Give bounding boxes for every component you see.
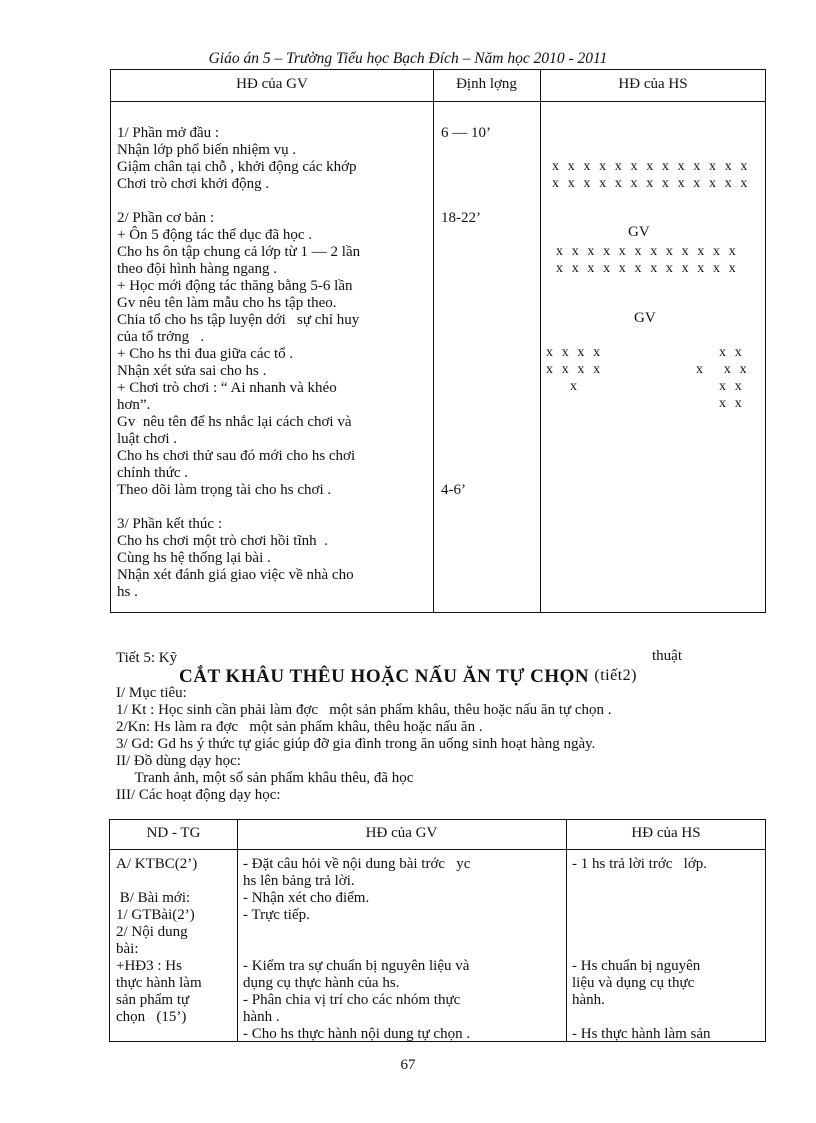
hs-formation-row: x x x x x x x x x x x x [556, 261, 739, 276]
hs-group-right: x x x [696, 362, 750, 377]
hs-formation-row: x x x x x x x x x x x x x [552, 159, 750, 174]
gv-activity-line: Chơi trò chơi khởi động . [117, 176, 270, 192]
gv-activity-line: theo đội hình hàng ngang . [117, 261, 277, 277]
lesson-number-suffix: thuật [652, 648, 682, 664]
lesson-title-text: CẮT KHÂU THÊU HOẶC NẤU ĂN TỰ CHỌN [179, 666, 590, 687]
hs-group-right: x x [719, 379, 745, 394]
lesson-text-line: II/ Đồ dùng dạy học: [116, 753, 241, 769]
gv-activity-line: - Cho hs thực hành nội dung tự chọn . [243, 1026, 471, 1042]
gv-activity-line: - Phân chia vị trí cho các nhóm thực [243, 992, 461, 1008]
table2-header-nd: ND - TG [146, 825, 201, 841]
lesson-text-line: 2/Kn: Hs làm ra đợc một sản phẩm khâu, thêu hoặc nấu ăn . [116, 719, 483, 735]
dinh-luong-3: 4-6’ [441, 482, 466, 498]
gv-activity-line: Cho hs chơi thử sau đó mới cho hs chơi [117, 448, 356, 464]
gv-activity-line: Cho hs chơi một trò chơi hồi tĩnh . [117, 533, 328, 549]
gv-activity-line: Gv nêu tên làm mẫu cho hs tập theo. [117, 295, 337, 311]
header-divider [110, 849, 765, 850]
column-divider [540, 70, 541, 612]
gv-activity-line: Gv nêu tên để hs nhắc lại cách chơi và [117, 414, 352, 430]
gv-activity-line: Giậm chân tại chỗ , khởi động các khớp [117, 159, 357, 175]
hs-group-left: x x x x [546, 345, 603, 360]
gv-activity-line: 2/ Phần cơ bản : [117, 210, 215, 226]
hs-activity-line: - 1 hs trả lời trớc lớp. [572, 856, 708, 872]
gv-activity-line: dụng cụ thực hành của hs. [243, 975, 400, 991]
lesson-title-suffix: (tiết2) [594, 667, 637, 684]
gv-activity-line: 3/ Phần kết thúc : [117, 516, 222, 532]
column-divider [237, 820, 238, 1042]
nd-line: chọn (15’) [116, 1009, 187, 1025]
lesson-text-line: I/ Mục tiêu: [116, 685, 187, 701]
gv-activity-line: - Đặt câu hỏi về nội dung bài trớc yc [243, 856, 471, 872]
nd-line: A/ KTBC(2’) [116, 856, 198, 872]
hs-formation-teacher: GV [634, 310, 656, 326]
lesson-text-line: 1/ Kt : Học sinh cần phải làm đợc một sản phẩm khâu, thêu hoặc nấu ăn tự chọn . [116, 702, 612, 718]
gv-activity-line: + Chơi trò chơi : “ Ai nhanh và khéo [117, 380, 337, 396]
gv-activity-line: Cho hs ôn tập chung cả lớp từ 1 — 2 lần [117, 244, 361, 260]
gv-activity-line: - Kiểm tra sự chuẩn bị nguyên liệu và [243, 958, 470, 974]
gv-activity-line: + Ôn 5 động tác thể dục đã học . [117, 227, 313, 243]
nd-line: thực hành làm [116, 975, 202, 991]
gv-activity-line: hành . [243, 1009, 280, 1025]
nd-line: bài: [116, 941, 139, 957]
nd-line: +HĐ3 : Hs [116, 958, 182, 974]
table2-header-hs: HĐ của HS [631, 825, 701, 841]
dinh-luong-1: 6 — 10’ [441, 125, 491, 141]
lesson-text-line: III/ Các hoạt động dạy học: [116, 787, 281, 803]
dinh-luong-2: 18-22’ [441, 210, 481, 226]
column-divider [566, 820, 567, 1042]
hs-formation-row: x x x x x x x x x x x x [556, 244, 739, 259]
gv-activity-line: Nhận xét sửa sai cho hs . [117, 363, 267, 379]
hs-group-right: x x [719, 345, 745, 360]
gv-activity-line: của tổ trởng . [117, 329, 205, 345]
nd-line: 1/ GTBài(2’) [116, 907, 195, 923]
hs-formation-teacher: GV [628, 224, 650, 240]
table1-header-gv: HĐ của GV [236, 76, 308, 92]
lesson-text-line: Tranh ảnh, một số sản phẩm khâu thêu, đã học [116, 770, 414, 786]
hs-activity-line: hành. [572, 992, 605, 1008]
gv-activity-line: - Nhận xét cho điểm. [243, 890, 370, 906]
column-divider [433, 70, 434, 612]
gv-activity-line: + Cho hs thi đua giữa các tổ . [117, 346, 294, 362]
gv-activity-line: 1/ Phần mở đầu : [117, 125, 220, 141]
gv-activity-line: Theo dõi làm trọng tài cho hs chơi . [117, 482, 332, 498]
hs-group-left: x x x x [546, 362, 603, 377]
hs-activity-line: - Hs thực hành làm sản [572, 1026, 711, 1042]
lesson-plan-table-1 [110, 69, 766, 613]
table2-bottom-border [109, 1041, 766, 1042]
hs-activity-line: liệu và dụng cụ thực [572, 975, 695, 991]
hs-group-right: x x [719, 396, 745, 411]
gv-activity-line: Cùng hs hệ thống lại bài . [117, 550, 271, 566]
gv-activity-line: Nhận xét đánh giá giao việc về nhà cho [117, 567, 354, 583]
gv-activity-line: chính thức . [117, 465, 189, 481]
table1-header-hs: HĐ của HS [618, 76, 688, 92]
hs-formation-row: x x x x x x x x x x x x x [552, 176, 750, 191]
gv-activity-line: Nhận lớp phổ biến nhiệm vụ . [117, 142, 297, 158]
lesson-number: Tiết 5: Kỹ [116, 650, 178, 666]
lesson-text-line: 3/ Gd: Gd hs ý thức tự giác giúp đỡ gia đình trong ăn uống sinh hoạt hàng ngày. [116, 736, 596, 752]
gv-activity-line: hs lên bảng trả lời. [243, 873, 355, 889]
gv-activity-line: + Học mới động tác thăng bằng 5-6 lần [117, 278, 353, 294]
gv-activity-line: - Trực tiếp. [243, 907, 310, 923]
hs-group-left: x [570, 379, 580, 394]
gv-activity-line: luật chơi . [117, 431, 177, 447]
hs-activity-line: - Hs chuẩn bị nguyên [572, 958, 701, 974]
table1-header-dinh-luong: Định lợng [456, 76, 517, 92]
header-divider [111, 101, 765, 102]
page-number: 67 [400, 1057, 416, 1073]
nd-line: B/ Bài mới: [116, 890, 191, 906]
nd-line: 2/ Nội dung [116, 924, 188, 940]
nd-line: sản phẩm tự [116, 992, 190, 1008]
gv-activity-line: hs . [117, 584, 138, 600]
table2-header-gv: HĐ của GV [365, 825, 438, 841]
lesson-plan-table-2 [109, 819, 766, 1042]
gv-activity-line: hơn”. [117, 397, 151, 413]
gv-activity-line: Chia tổ cho hs tập luyện dới sự chỉ huy [117, 312, 360, 328]
page-header: Giáo án 5 – Trường Tiểu học Bạch Đích – Năm học 2010 - 2011 [208, 50, 608, 67]
